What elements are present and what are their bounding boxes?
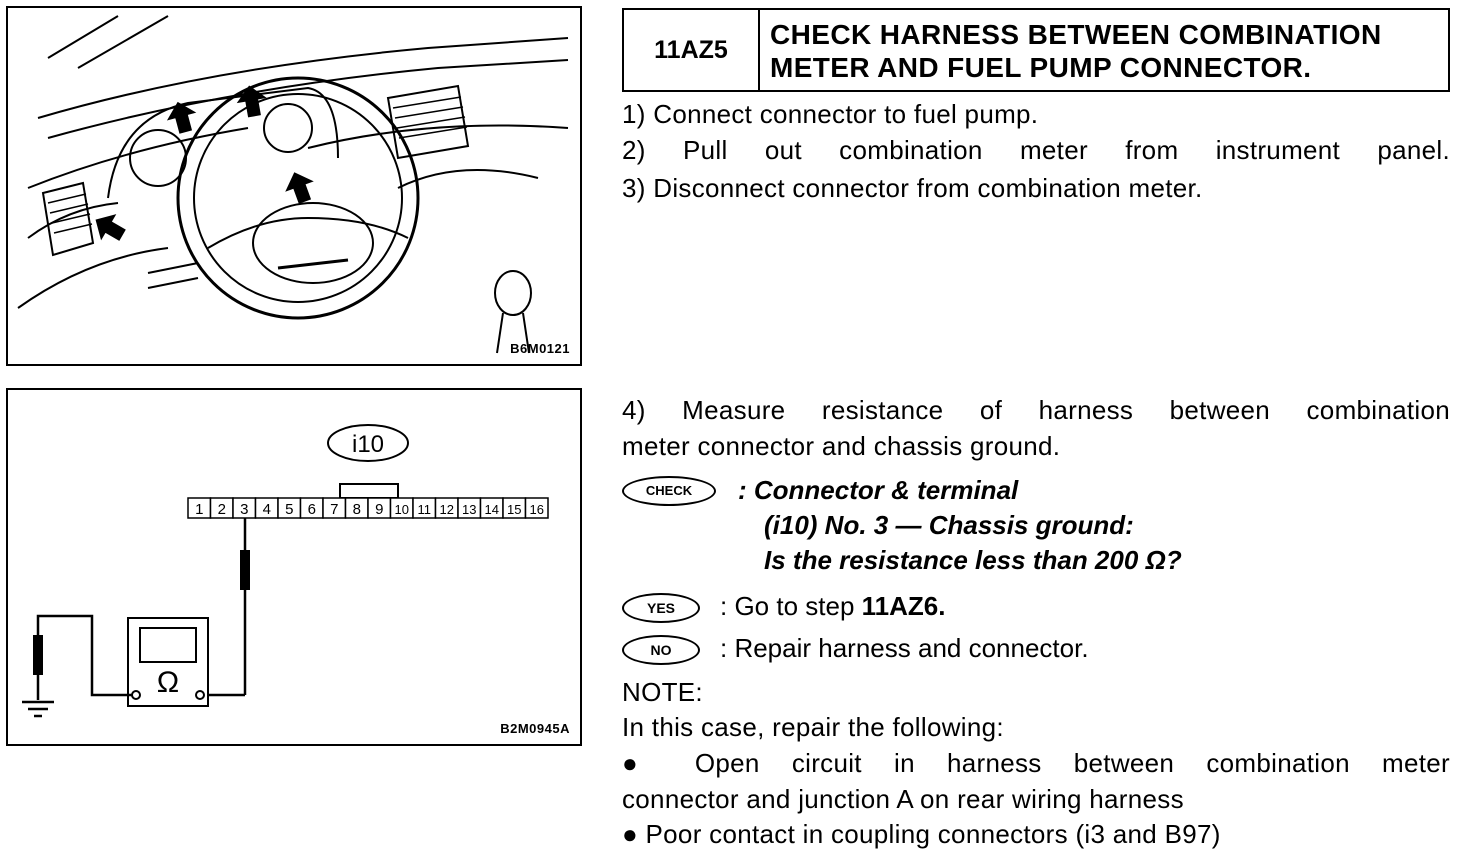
connector-pin-number: 12 (439, 502, 454, 517)
connector-pin-number: 5 (285, 501, 294, 518)
connector-pin-number: 15 (507, 502, 522, 517)
step-code: 11AZ5 (624, 10, 760, 90)
instrument-panel-illustration (8, 8, 580, 364)
connector-pin-number: 13 (462, 502, 477, 517)
connector-pin-number: 10 (394, 502, 409, 517)
instruction-4-line2: meter connector and chassis ground. (622, 431, 1061, 461)
step-header (622, 8, 1450, 92)
figure-code: B6M0121 (510, 341, 570, 356)
step-title-line2: METER AND FUEL PUMP CONNECTOR. (770, 52, 1312, 83)
note-intro: In this case, repair the following: (622, 712, 1004, 742)
no-badge: NO (622, 635, 700, 665)
step-title (760, 10, 1448, 90)
resistance-diagram (8, 390, 580, 744)
yes-badge: YES (622, 593, 700, 623)
note-bullet-1-line1: ● Open circuit in harness between combination meter (622, 748, 1450, 778)
connector-pin-number: 7 (330, 501, 339, 518)
check-line3: Is the resistance less than 200 Ω? (764, 545, 1182, 575)
connector-label: i10 (351, 431, 385, 458)
figure-code: B2M0945A (500, 721, 570, 736)
instruction-3: 3) Disconnect connector from combination meter. (622, 173, 1203, 203)
ohm-symbol: Ω (156, 666, 180, 699)
instruction-2: 2) Pull out combination meter from instrument panel. (622, 135, 1450, 165)
connector-pin-number: 16 (529, 502, 544, 517)
connector-pin-number: 3 (240, 501, 249, 518)
connector-pin-number: 14 (484, 502, 499, 517)
connector-pin-number: 2 (217, 501, 226, 518)
check-line2: (i10) No. 3 — Chassis ground: (764, 510, 1134, 540)
arrow-icons (89, 84, 318, 247)
yes-text: : Go to step (720, 591, 862, 621)
yes-suffix: . (938, 591, 946, 621)
note-bullet-2: ● Poor contact in coupling connectors (i3 and B97) (622, 819, 1221, 849)
note-title: NOTE: (622, 677, 703, 707)
figure-resistance-diagram (6, 388, 582, 746)
step-title-line1: CHECK HARNESS BETWEEN COMBINATION (770, 19, 1382, 50)
check-text (738, 473, 1182, 578)
instruction-4-line1: 4) Measure resistance of harness between combination (622, 395, 1450, 425)
connector-pin-number: 9 (375, 501, 384, 518)
no-text: : Repair harness and connector. (720, 633, 1089, 663)
ground-symbol (22, 702, 54, 716)
yes-row (622, 588, 1450, 624)
check-badge: CHECK (622, 476, 716, 506)
connector-pin-number: 6 (307, 501, 316, 518)
connector-pin-number: 11 (417, 502, 431, 517)
connector-pins (188, 498, 548, 518)
no-row (622, 630, 1450, 666)
note-bullet-1-line2: connector and junction A on rear wiring harness (622, 784, 1184, 814)
instruction-1: 1) Connect connector to fuel pump. (622, 99, 1039, 129)
connector-pin-number: 4 (262, 501, 271, 518)
connector-pin-number: 1 (195, 501, 204, 518)
figure-instrument-panel (6, 6, 582, 366)
check-line1: : Connector & terminal (738, 475, 1019, 505)
yes-target-step: 11AZ6 (861, 591, 939, 621)
connector-pin-number: 8 (352, 501, 361, 518)
